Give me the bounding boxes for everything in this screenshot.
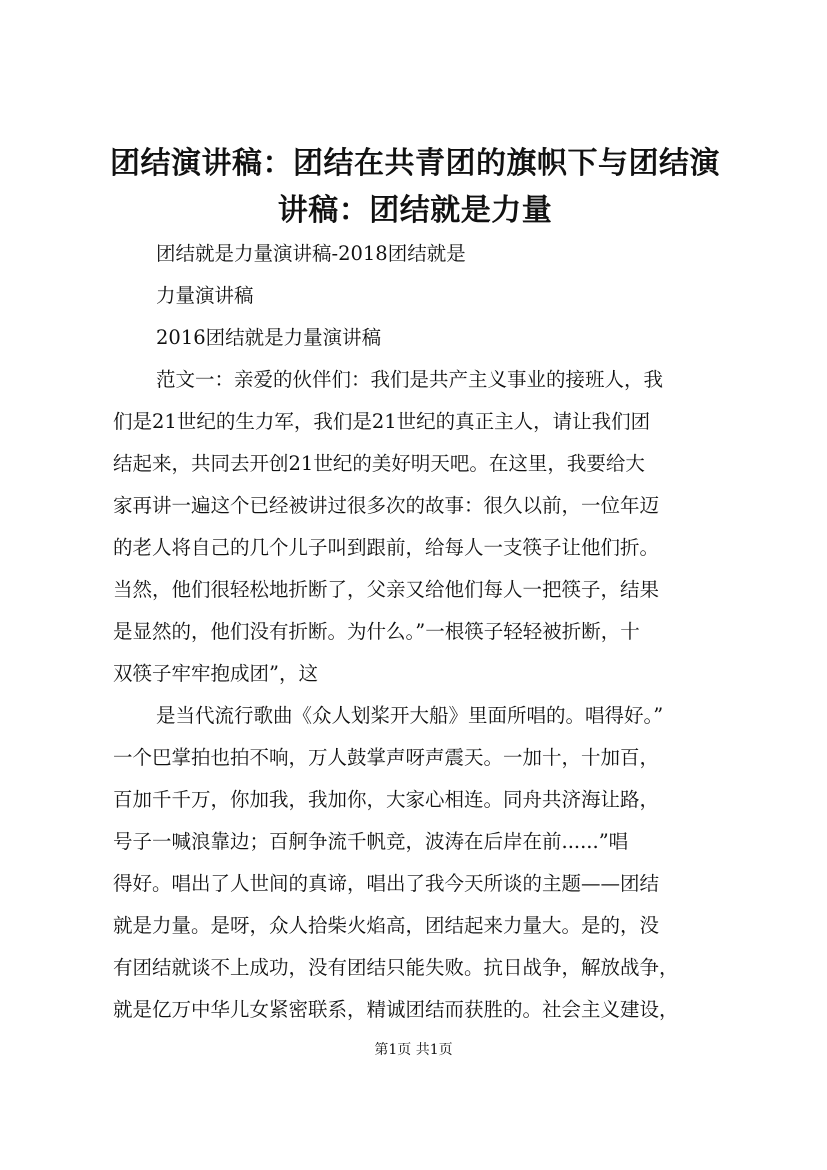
text-line: 范文一：亲爱的伙伴们：我们是共产主义事业的接班人，我 [156,368,664,391]
text-line: 家再讲一遍这个已经被讲过很多次的故事：很久以前，一位年迈 [113,494,660,517]
text-line: 们是21世纪的生力军，我们是21世纪的真正主人，请让我们团 [113,410,651,433]
text-line: 双筷子牢牢抱成团”，这 [113,662,318,685]
text-line: 当然，他们很轻松地折断了，父亲又给他们每人一把筷子，结果 [113,578,660,601]
text-line: 得好。唱出了人世间的真谛，唱出了我今天所谈的主题——团结 [113,872,660,895]
title-line-1: 团结演讲稿：团结在共青团的旗帜下与团结演 [110,146,720,181]
text-line: 的老人将自己的几个儿子叫到跟前，给每人一支筷子让他们折。 [113,536,660,559]
title-line-2: 讲稿：团结就是力量 [277,193,553,228]
text-line: 有团结就谈不上成功，没有团结只能失败。抗日战争，解放战争， [113,956,679,979]
text-line: 结起来，共同去开创21世纪的美好明天吧。在这里，我要给大 [113,452,645,475]
document-body [113,233,753,1031]
document-title [100,140,730,234]
text-line: 百加千千万，你加我，我加你，大家心相连。同舟共济海让路， [113,788,660,811]
text-line: 是显然的，他们没有折断。为什么。”一根筷子轻轻被折断，十 [113,620,640,643]
text-line: 就是力量。是呀，众人拾柴火焰高，团结起来力量大。是的，没 [113,914,660,937]
text-line: 一个巴掌拍也拍不响，万人鼓掌声呀声震天。一加十，十加百， [113,746,660,769]
text-line: 2016团结就是力量演讲稿 [156,326,382,349]
text-line: 号子一喊浪靠边；百舸争流千帆竞，波涛在后岸在前......”唱 [113,830,629,853]
page-footer: 第1页 共1页 [374,1042,453,1058]
text-line: 力量演讲稿 [156,284,254,307]
text-line: 是当代流行歌曲《众人划桨开大船》里面所唱的。唱得好。” [156,704,664,727]
text-line: 团结就是力量演讲稿-2018团结就是 [156,242,466,265]
text-line: 就是亿万中华儿女紧密联系，精诚团结而获胜的。社会主义建设， [113,998,679,1021]
